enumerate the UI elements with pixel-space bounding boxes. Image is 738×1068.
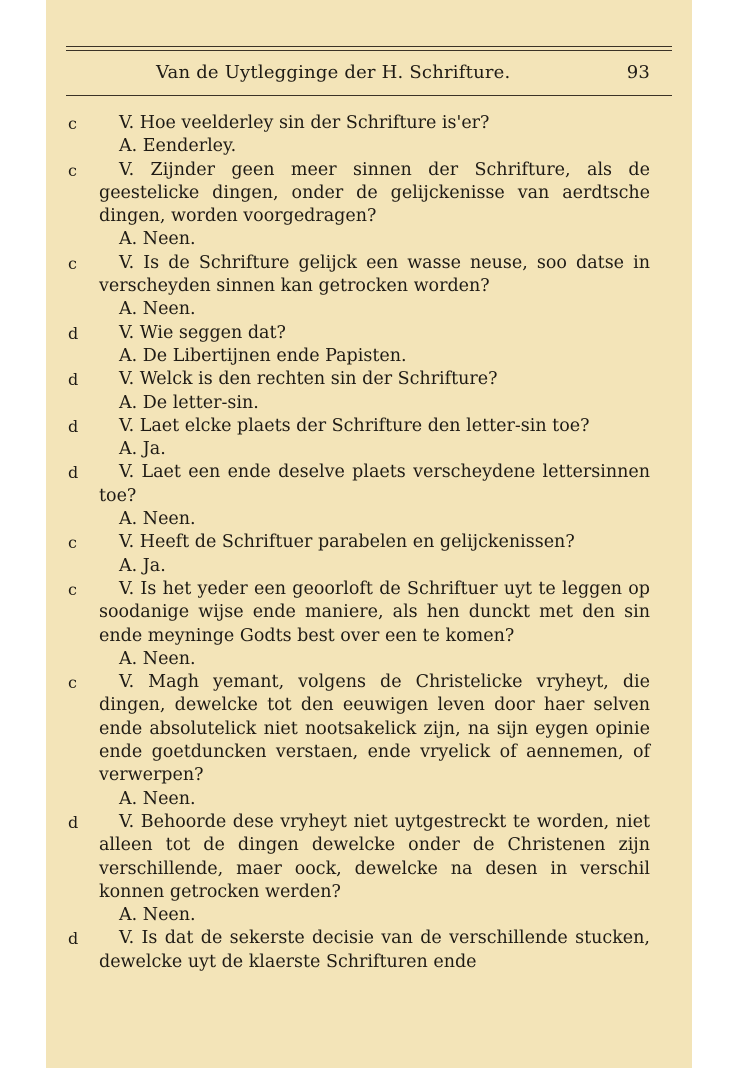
margin-marker: c xyxy=(68,579,77,599)
margin-marker: d xyxy=(68,812,79,832)
answer-text: A. De Libertijnen ende Papisten. xyxy=(119,345,407,366)
answer-text: A. Neen. xyxy=(119,788,196,809)
answer-text: A. Ja. xyxy=(119,439,166,460)
answer-text: A. Neen. xyxy=(119,905,196,926)
qa-entry xyxy=(46,415,692,462)
qa-entry xyxy=(46,671,692,811)
margin-marker: c xyxy=(68,533,77,553)
book-page xyxy=(46,0,692,1068)
running-title: Van de Uytlegginge der H. Schrifture. xyxy=(156,62,511,83)
question-text: V. Laet een ende deselve plaets verscheydene lettersinnen toe? xyxy=(99,462,650,506)
margin-marker: c xyxy=(68,160,77,180)
margin-marker: d xyxy=(68,416,79,436)
qa-entry xyxy=(46,112,692,159)
answer-text: A. Neen. xyxy=(119,299,196,320)
catechism-text xyxy=(46,112,692,974)
answer-text: A. Eenderley. xyxy=(119,136,237,157)
margin-marker: d xyxy=(68,463,79,483)
question-text: V. Is het yeder een geoorloft de Schriftuer uyt te leggen op soodanige wijse ende maniere, als hen dunckt met den sin ende meyninge Godts best over een te komen? xyxy=(99,578,650,646)
top-rule-thin xyxy=(66,50,672,51)
answer-text: A. Neen. xyxy=(119,648,196,669)
question-text: V. Laet elcke plaets der Schrifture den letter-sin toe? xyxy=(119,415,590,436)
question-text: V. Wie seggen dat? xyxy=(119,322,286,343)
question-text: V. Behoorde dese vryheyt niet uytgestreckt te worden, niet alleen tot de dingen dewelcke onder de Christenen zijn verschillende, maer oock, dewelcke na desen in verschil konnen getrocken werden? xyxy=(99,811,650,902)
answer-text: A. Neen. xyxy=(119,509,196,530)
running-header xyxy=(66,60,672,88)
qa-entry xyxy=(46,159,692,252)
margin-marker: d xyxy=(68,323,79,343)
page-number: 93 xyxy=(626,62,650,83)
qa-entry xyxy=(46,811,692,927)
qa-entry xyxy=(46,578,692,671)
margin-marker: c xyxy=(68,114,77,133)
qa-entry xyxy=(46,252,692,322)
question-text: V. Zijnder geen meer sinnen der Schrifture, als de geestelicke dingen, onder de gelijckenisse van aerdtsche dingen, worden voorgedragen? xyxy=(99,159,650,227)
answer-text: A. De letter-sin. xyxy=(119,392,259,413)
margin-marker: c xyxy=(68,673,77,693)
question-text: V. Magh yemant, volgens de Christelicke vryheyt, die dingen, dewelcke tot den eeuwigen leven door haer selven ende absolutelick niet nootsakelick zijn, na sijn eygen opinie ende goetduncken verstaen, ende vryelick of aennemen, of verwerpen? xyxy=(99,672,650,786)
answer-text: A. Neen. xyxy=(119,229,196,250)
question-text: V. Is dat de sekerste decisie van de verschillende stucken, dewelcke uyt de klaerste Schrifturen ende xyxy=(99,928,650,972)
margin-marker: d xyxy=(68,929,79,949)
qa-entry xyxy=(46,322,692,369)
qa-entry xyxy=(46,461,692,531)
question-text: V. Welck is den rechten sin der Schrifture? xyxy=(119,369,498,390)
answer-text: A. Ja. xyxy=(119,555,166,576)
margin-marker: d xyxy=(68,370,79,390)
question-text: V. Is de Schrifture gelijck een wasse neuse, soo datse in verscheyden sinnen kan getrocken worden? xyxy=(99,252,650,297)
top-rule xyxy=(66,46,672,47)
margin-marker: c xyxy=(68,253,77,273)
question-text: V. Heeft de Schriftuer parabelen en gelijckenissen? xyxy=(119,532,575,553)
header-rule xyxy=(66,95,672,96)
qa-entry xyxy=(46,531,692,578)
qa-entry xyxy=(46,927,692,974)
qa-entry xyxy=(46,368,692,415)
question-text: V. Hoe veelderley sin der Schrifture is'er? xyxy=(119,113,490,133)
